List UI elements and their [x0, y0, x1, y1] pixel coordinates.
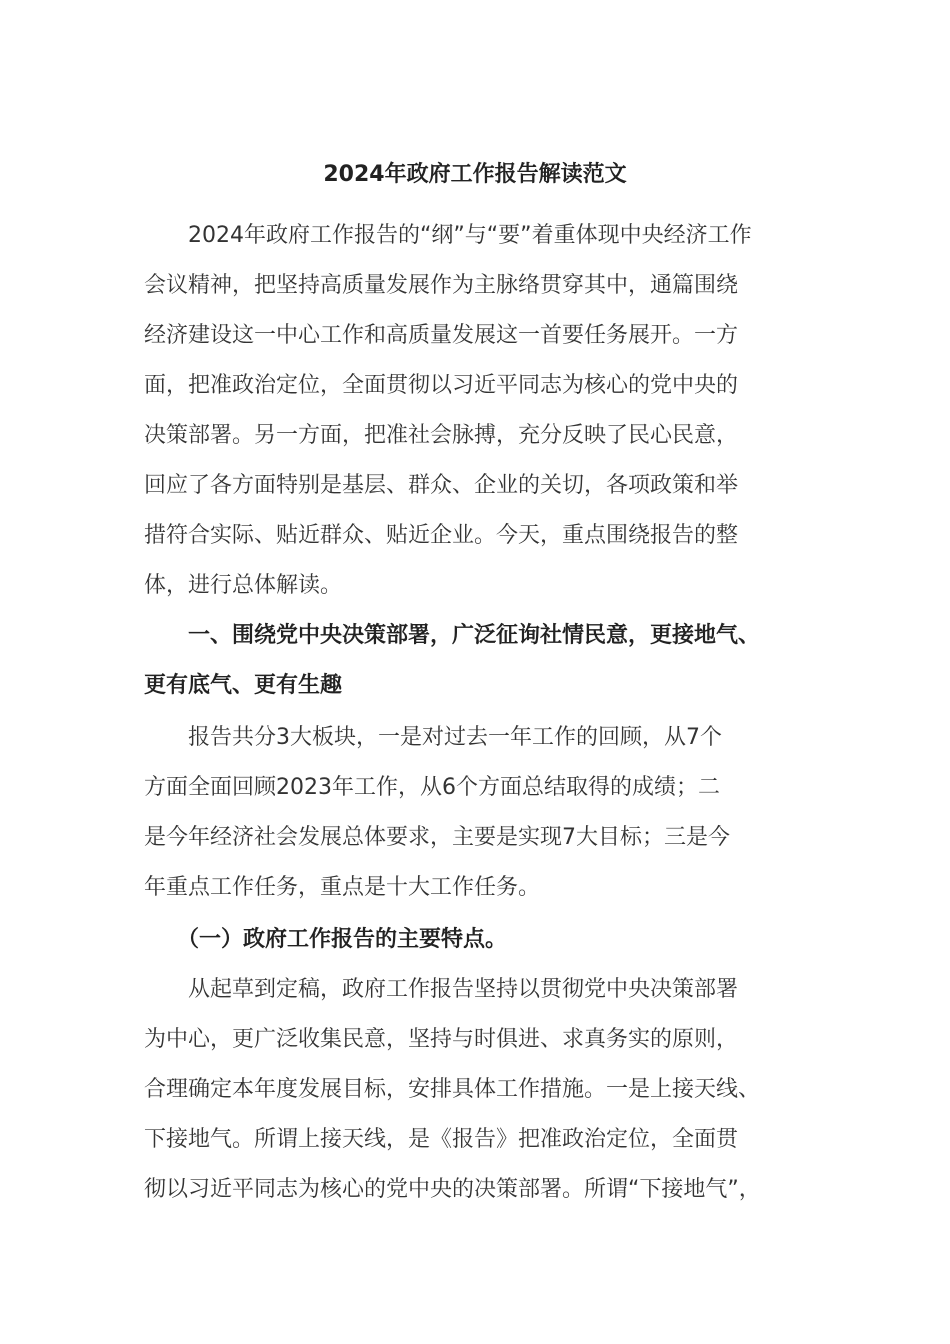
paragraph-line: 措符合实际、贴近群众、贴近企业。今天，重点围绕报告的整 — [144, 523, 739, 548]
paragraph-line: 从起草到定稿，政府工作报告坚持以贯彻党中央决策部署 — [144, 977, 739, 1002]
paragraph-line: 会议精神，把坚持高质量发展作为主脉络贯穿其中，通篇围绕 — [144, 273, 739, 298]
paragraph-line: 方面全面回顾2023年工作，从6个方面总结取得的成绩；二 — [144, 775, 720, 800]
paragraph-line: 合理确定本年度发展目标，安排具体工作措施。一是上接天线、 — [144, 1077, 761, 1102]
paragraph-line: 回应了各方面特别是基层、群众、企业的关切，各项政策和举 — [144, 473, 739, 498]
paragraph-line: 经济建设这一中心工作和高质量发展这一首要任务展开。一方 — [144, 323, 739, 348]
paragraph-line: 面，把准政治定位，全面贯彻以习近平同志为核心的党中央的 — [144, 373, 739, 398]
paragraph-line: 决策部署。另一方面，把准社会脉搏，充分反映了民心民意， — [144, 423, 739, 448]
paragraph-line: 2024年政府工作报告的“纲”与“要”着重体现中央经济工作 — [144, 223, 752, 248]
paragraph-line: 体，进行总体解读。 — [144, 573, 343, 598]
section-heading-line: 一、围绕党中央决策部署，广泛征询社情民意，更接地气、 — [144, 623, 761, 648]
document-title: 2024年政府工作报告解读范文 — [323, 162, 627, 187]
paragraph-line: 报告共分3大板块，一是对过去一年工作的回顾，从7个 — [144, 725, 722, 750]
paragraph-line: 是今年经济社会发展总体要求，主要是实现7大目标；三是今 — [144, 825, 730, 850]
subsection-heading-line: （一）政府工作报告的主要特点。 — [144, 927, 508, 952]
paragraph-line: 为中心，更广泛收集民意，坚持与时俱进、求真务实的原则， — [144, 1027, 739, 1052]
section-heading-line: 更有底气、更有生趣 — [144, 673, 343, 698]
paragraph-line: 年重点工作任务，重点是十大工作任务。 — [144, 875, 541, 900]
paragraph-line: 彻以习近平同志为核心的党中央的决策部署。所谓“下接地气”， — [144, 1177, 761, 1202]
paragraph-line: 下接地气。所谓上接天线，是《报告》把准政治定位，全面贯 — [144, 1127, 739, 1152]
